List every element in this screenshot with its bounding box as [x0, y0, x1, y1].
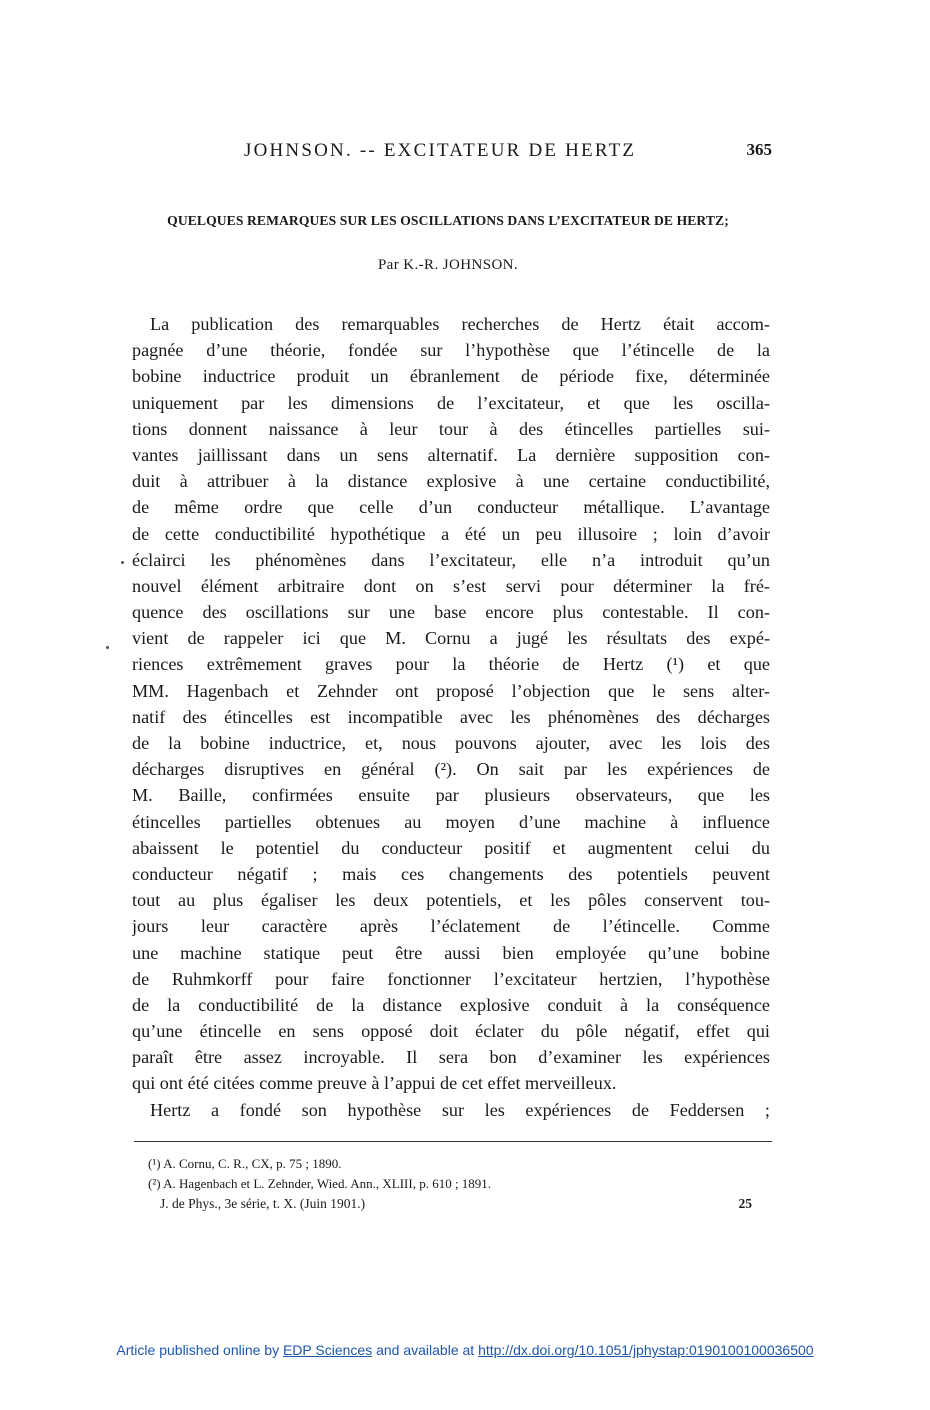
body-line: une machine statique peut être aussi bien employée qu’une bobine [132, 942, 770, 963]
body-line: pagnée d’une théorie, fondée sur l’hypothèse que l’étincelle de la [132, 340, 770, 361]
body-line: jours leur caractère après l’éclatement de l’étincelle. Comme [132, 916, 770, 937]
body-line: quence des oscillations sur une base encore plus contestable. Il con- [132, 602, 770, 623]
page-number: 365 [746, 140, 772, 159]
body-line: vantes jaillissant dans un sens alternatif. La dernière supposition con- [132, 444, 770, 465]
body-line: natif des étincelles est incompatible avec les phénomènes des décharges [132, 706, 770, 727]
body-line: de la bobine inductrice, et, nous pouvons ajouter, avec les lois des [132, 733, 770, 753]
footnote-rule [134, 1141, 772, 1142]
body-line: riences extrêmement graves pour la théorie de Hertz (¹) et que [132, 654, 770, 675]
footnote: (²) A. Hagenbach et L. Zehnder, Wied. Ann., XLIII, p. 610 ; 1891. [148, 1176, 492, 1191]
body-line: paraît être assez incroyable. Il sera bon d’examiner les expériences [132, 1047, 770, 1068]
publisher-banner [0, 1342, 930, 1358]
running-title: JOHNSON. -- EXCITATEUR DE HERTZ [244, 140, 637, 161]
footnote: (¹) A. Cornu, C. R., CX, p. 75 ; 1890. [148, 1156, 342, 1171]
banner-middle: and available at [376, 1342, 475, 1358]
body-line: étincelles partielles obtenues au moyen d’une machine à influence [132, 811, 770, 832]
body-line: bobine inductrice produit un ébranlement de période fixe, déterminée [132, 366, 770, 387]
body-line: de même ordre que celle d’un conducteur métallique. L’avantage [132, 497, 770, 518]
doi-link[interactable]: http://dx.doi.org/10.1051/jphystap:0190100100036500 [478, 1342, 814, 1358]
margin-mark [121, 561, 124, 564]
journal-line [160, 1196, 752, 1212]
body-line: de la conductibilité de la distance explosive conduit à la conséquence [132, 994, 770, 1015]
body-line: Hertz a fondé son hypothèse sur les expériences de Feddersen ; [150, 1099, 770, 1120]
journal-reference: J. de Phys., 3e série, t. X. (Juin 1901.) [160, 1196, 366, 1211]
body-line: abaissent le potentiel du conducteur positif et augmentent celui du [132, 837, 770, 858]
body-line: nouvel élément arbitraire dont on s’est servi pour déterminer la fré- [132, 575, 770, 596]
body-line: décharges disruptives en général (²). On sait par les expériences de [132, 759, 770, 780]
body-line: conducteur négatif ; mais ces changements des potentiels peuvent [132, 863, 770, 884]
body-line: duit à attribuer à la distance explosive à une certaine conductibilité, [132, 471, 770, 492]
article-title: QUELQUES REMARQUES SUR LES OSCILLATIONS DANS L’EXCITATEUR DE HERTZ; [167, 213, 729, 228]
sheet-number: 25 [738, 1196, 752, 1211]
body-line: M. Baille, confirmées ensuite par plusieurs observateurs, que les [132, 785, 770, 806]
body-line: tout au plus égaliser les deux potentiels, et les pôles conservent tou- [132, 890, 770, 911]
body-line: qu’une étincelle en sens opposé doit éclater du pôle négatif, effet qui [132, 1021, 770, 1042]
body-line: vient de rappeler ici que M. Cornu a jugé les résultats des expé- [132, 628, 770, 649]
footnotes [148, 1154, 768, 1194]
body-text [132, 311, 770, 1123]
publisher-link[interactable]: EDP Sciences [282, 1342, 373, 1358]
body-line: MM. Hagenbach et Zehnder ont proposé l’objection que le sens alter- [132, 680, 770, 701]
body-line: uniquement par les dimensions de l’excitateur, et que les oscilla- [132, 392, 770, 413]
body-line: de Ruhmkorff pour faire fonctionner l’excitateur hertzien, l’hypothèse [132, 968, 770, 989]
banner-prefix: Article published online by [116, 1342, 280, 1358]
body-line: qui ont été citées comme preuve à l’appui de cet effet merveilleux. [132, 1073, 617, 1094]
author-byline: Par K.-R. JOHNSON. [377, 257, 519, 273]
body-line: de cette conductibilité hypothétique a été un peu illusoire ; loin d’avoir [132, 523, 770, 544]
margin-mark [106, 646, 109, 649]
body-line: éclairci les phénomènes dans l’excitateur, elle n’a introduit qu’un [132, 549, 770, 570]
body-line: tions donnent naissance à leur tour à des étincelles partielles sui- [132, 418, 770, 439]
body-line: La publication des remarquables recherches de Hertz était accom- [150, 314, 770, 334]
running-head [132, 140, 772, 164]
